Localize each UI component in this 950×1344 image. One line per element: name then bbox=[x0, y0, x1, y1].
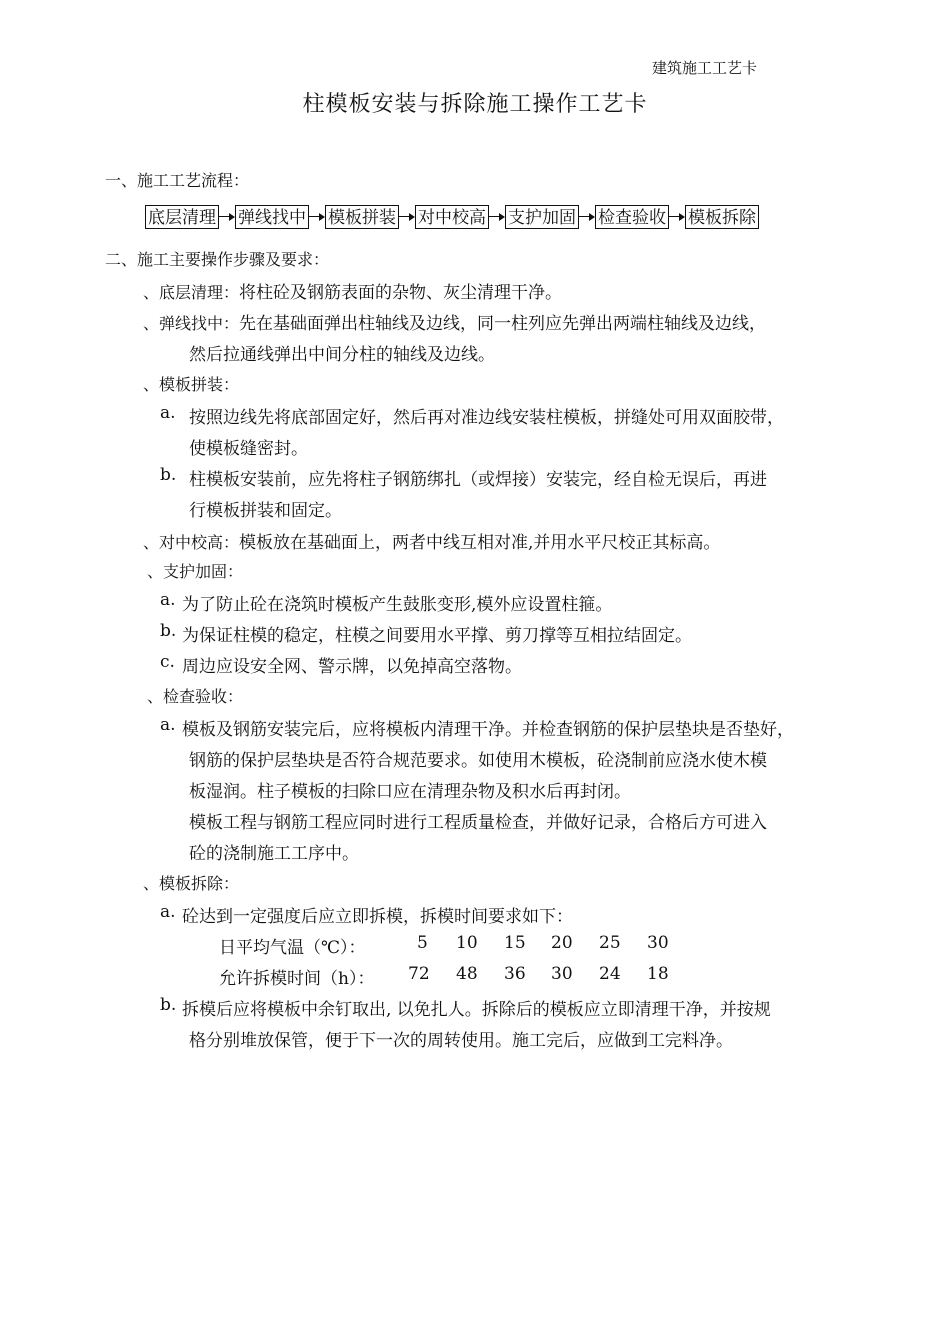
step-6a-line-3: 板湿润。柱子模板的扫除口应在清理杂物及积水后再封闭。 bbox=[189, 782, 631, 802]
step-2 bbox=[143, 309, 766, 334]
flow-step-6: 检查验收 bbox=[595, 205, 669, 229]
step-5b-text: 为保证柱模的稳定，柱模之间要用水平撑、剪刀撑等互相拉结固定。 bbox=[182, 626, 692, 646]
table-row-1-cell: 25 bbox=[599, 933, 621, 953]
table-row-2-cell: 24 bbox=[599, 964, 621, 984]
flow-step-7: 模板拆除 bbox=[685, 205, 759, 229]
step-3a-line-2: 使模板缝密封。 bbox=[189, 439, 308, 459]
step-7b-line-2: 格分别堆放保管，便于下一次的周转使用。施工完后，应做到工完料净。 bbox=[189, 1031, 733, 1051]
document-title: 柱模板安装与拆除施工操作工艺卡 bbox=[302, 92, 648, 117]
step-1 bbox=[143, 278, 562, 303]
table-row-1-cell: 10 bbox=[456, 933, 478, 953]
flow-step-4: 对中校高 bbox=[415, 205, 489, 229]
arrow-right-icon bbox=[579, 216, 595, 218]
step-3a-line-1: 按照边线先将底部固定好，然后再对准边线安装柱模板，拼缝处可用双面胶带， bbox=[189, 408, 784, 428]
step-7a-mark: a. bbox=[160, 902, 176, 922]
arrow-right-icon bbox=[309, 216, 325, 218]
step-4-label: 、对中校高： bbox=[143, 533, 240, 552]
step-7-label: 、模板拆除： bbox=[143, 874, 240, 893]
step-2-text: 先在基础面弹出柱轴线及边线，同一柱列应先弹出两端柱轴线及边线， bbox=[239, 314, 767, 334]
step-6a-line-1: 模板及钢筋安装完后，应将模板内清理干净。并检查钢筋的保护层垫块是否垫好， bbox=[182, 720, 794, 740]
step-4-text: 模板放在基础面上，两者中线互相对准,并用水平尺校正其标高。 bbox=[239, 533, 721, 553]
table-row-1-label: 日平均气温（℃）： bbox=[219, 938, 366, 958]
step-7a-text: 砼达到一定强度后应立即拆模，拆模时间要求如下： bbox=[182, 907, 573, 927]
table-row-2-cell: 48 bbox=[456, 964, 478, 984]
process-flow bbox=[145, 203, 759, 230]
table-row-2-cell: 30 bbox=[551, 964, 573, 984]
step-3b-mark: b. bbox=[160, 465, 177, 485]
section-1-heading: 一、施工工艺流程： bbox=[105, 171, 250, 190]
flow-step-1: 底层清理 bbox=[145, 205, 219, 229]
step-7b-line-1: 拆模后应将模板中余钉取出, 以免扎人。拆除后的模板应立即清理干净，并按规 bbox=[182, 1000, 771, 1020]
table-row-1-cell: 30 bbox=[647, 933, 669, 953]
table-row-2-cell: 72 bbox=[408, 964, 430, 984]
step-6-para-line-1: 模板工程与钢筋工程应同时进行工程质量检查，并做好记录，合格后方可进入 bbox=[189, 813, 767, 833]
section-2-heading: 二、施工主要操作步骤及要求： bbox=[105, 250, 330, 269]
step-3a-mark: a. bbox=[160, 403, 176, 423]
step-3-label: 、模板拼装： bbox=[143, 375, 240, 394]
step-6-para-line-2: 砼的浇制施工工序中。 bbox=[189, 844, 359, 864]
arrow-right-icon bbox=[219, 216, 235, 218]
step-4 bbox=[143, 528, 720, 553]
step-5-label: 、支护加固： bbox=[147, 562, 244, 581]
step-5c-mark: c. bbox=[160, 652, 175, 672]
step-2-cont: 然后拉通线弹出中间分柱的轴线及边线。 bbox=[189, 345, 495, 365]
table-row-1-cell: 15 bbox=[504, 933, 526, 953]
step-5c-text: 周边应设安全网、警示牌，以免掉高空落物。 bbox=[182, 657, 522, 677]
header-tag: 建筑施工工艺卡 bbox=[652, 59, 758, 77]
arrow-right-icon bbox=[399, 216, 415, 218]
step-1-label: 、底层清理： bbox=[143, 283, 240, 302]
arrow-right-icon bbox=[489, 216, 505, 218]
table-row-2-label: 允许拆模时间（h）： bbox=[219, 969, 375, 989]
step-6a-mark: a. bbox=[160, 715, 176, 735]
step-6-label: 、检查验收： bbox=[147, 687, 244, 706]
step-5b-mark: b. bbox=[160, 621, 177, 641]
table-row-1-cell: 20 bbox=[551, 933, 573, 953]
step-3b-line-2: 行模板拼装和固定。 bbox=[189, 501, 342, 521]
flow-step-3: 模板拼装 bbox=[325, 205, 399, 229]
table-row-2-cell: 36 bbox=[504, 964, 526, 984]
flow-step-5: 支护加固 bbox=[505, 205, 579, 229]
table-row-2-cell: 18 bbox=[647, 964, 669, 984]
step-2-label: 、弹线找中： bbox=[143, 314, 240, 333]
flow-step-2: 弹线找中 bbox=[235, 205, 309, 229]
arrow-right-icon bbox=[669, 216, 685, 218]
step-7b-mark: b. bbox=[160, 995, 177, 1015]
step-3b-line-1: 柱模板安装前，应先将柱子钢筋绑扎（或焊接）安装完，经自检无误后，再进 bbox=[189, 470, 767, 490]
step-1-text: 将柱砼及钢筋表面的杂物、灰尘清理干净。 bbox=[239, 283, 563, 303]
step-5a-text: 为了防止砼在浇筑时模板产生鼓胀变形,模外应设置柱箍。 bbox=[182, 595, 613, 615]
step-5a-mark: a. bbox=[160, 590, 176, 610]
step-6a-line-2: 钢筋的保护层垫块是否符合规范要求。如使用木模板，砼浇制前应浇水使木模 bbox=[189, 751, 767, 771]
table-row-1-cell: 5 bbox=[417, 933, 428, 953]
